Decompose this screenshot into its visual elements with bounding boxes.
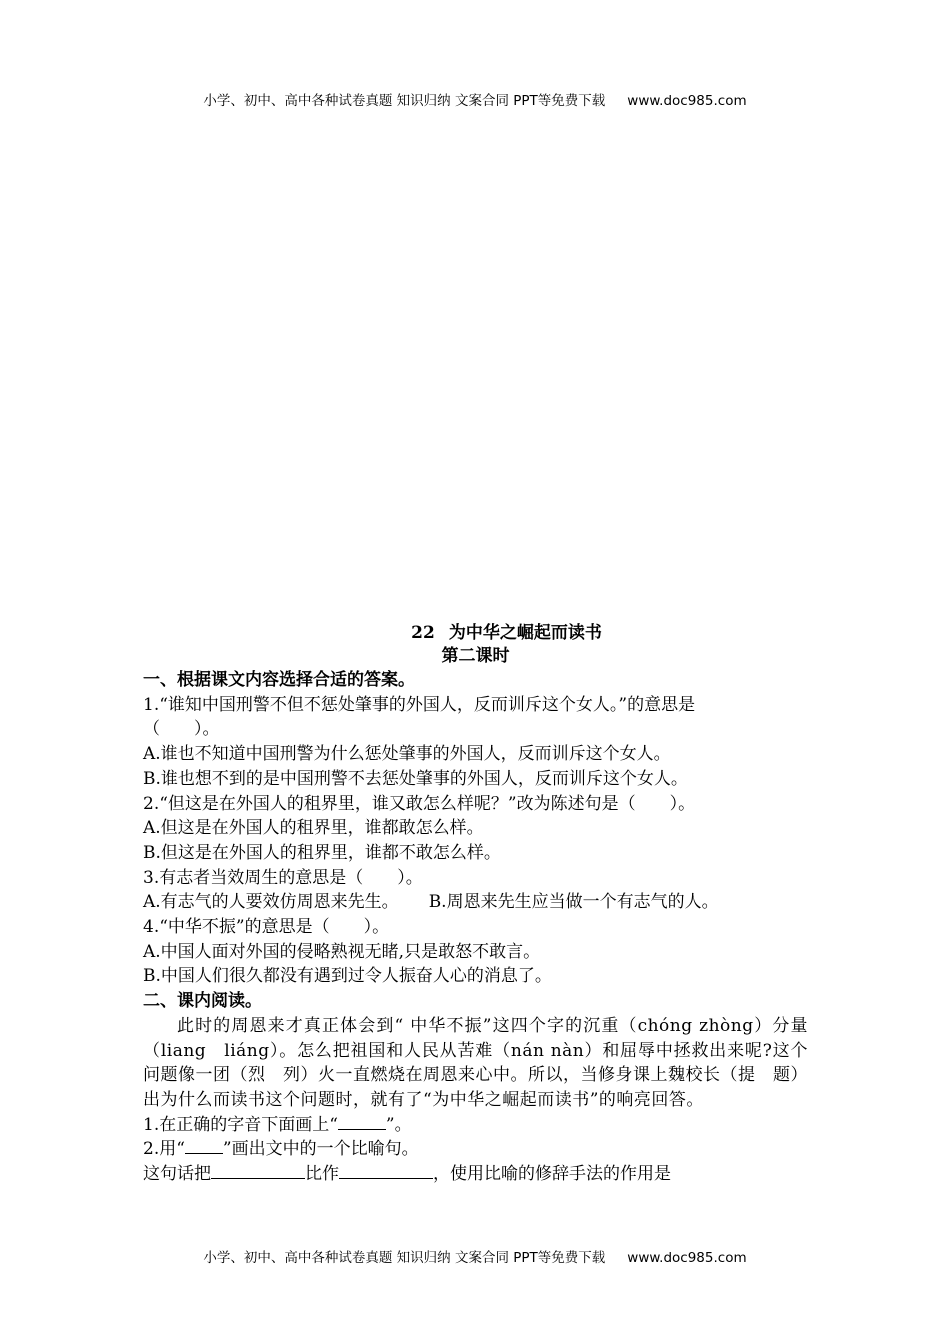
reading-q2-text: 2.用“ xyxy=(143,1139,185,1160)
q3-option-a: A.有志气的人要效仿周恩来先生。 xyxy=(143,892,399,913)
reading-q3-end: ，使用比喻的修辞手法的作用是 xyxy=(433,1164,671,1185)
reading-passage: 此时的周恩来才真正体会到“ 中华不振”这四个字的沉重（chóng zhòng）分量（liang liáng）。怎么把祖国和人民从苦难（nán nàn）和屈辱中拯救出来呢?这个问题像一团（烈 列）火一直燃烧在周恩来心中。所以，当修身课上魏校长（提 题）出为什么而读书这个问题时，就有了“为中华之崛起而读书”的响亮回答。 xyxy=(143,1015,808,1110)
footer-url[interactable]: www.doc985.com xyxy=(627,1250,747,1266)
q1-option-a: A.谁也不知道中国刑警为什么惩处肇事的外国人，反而训斥这个女人。 xyxy=(143,744,671,765)
q3-options xyxy=(143,890,808,915)
reading-q3-text: 这句话把 xyxy=(143,1164,211,1185)
reading-q3-middle: 比作 xyxy=(305,1164,339,1185)
q2-option-b: B.但这是在外国人的租界里，谁都不敢怎么样。 xyxy=(143,842,501,863)
answer-blank[interactable] xyxy=(339,1163,433,1179)
answer-blank[interactable] xyxy=(211,1163,305,1179)
reading-q1-end: ”。 xyxy=(385,1114,412,1135)
underline-mark xyxy=(185,1138,223,1154)
lesson-title-text: 为中华之崛起而读书 xyxy=(448,623,602,643)
lesson-title xyxy=(143,622,808,645)
q4-stem: 4.“中华不振”的意思是（ ）。 xyxy=(143,917,390,938)
reading-q1-text: 1.在正确的字音下面画上“ xyxy=(143,1114,338,1135)
section2-heading: 二、课内阅读。 xyxy=(143,991,262,1012)
q1-stem: 1.“谁知中国刑警不但不惩处肇事的外国人，反而训斥这个女人。”的意思是 xyxy=(143,694,696,715)
footer-text: 小学、初中、高中各种试卷真题 知识归纳 文案合同 PPT等免费下载 xyxy=(203,1250,606,1266)
q3-option-b: B.周恩来先生应当做一个有志气的人。 xyxy=(428,892,719,913)
section1-heading: 一、根据课文内容选择合适的答案。 xyxy=(143,670,415,690)
reading-q3 xyxy=(143,1162,808,1187)
q4-option-a: A.中国人面对外国的侵略熟视无睹,只是敢怒不敢言。 xyxy=(143,941,541,962)
page-footer xyxy=(0,1246,950,1266)
lesson-number: 22 xyxy=(411,623,435,643)
reading-q1 xyxy=(143,1113,808,1138)
q2-option-a: A.但这是在外国人的租界里，谁都敢怎么样。 xyxy=(143,818,484,839)
underline-mark xyxy=(338,1114,386,1130)
page-header xyxy=(0,89,950,109)
lesson-subtitle: 第二课时 xyxy=(441,646,510,666)
q4-option-b: B.中国人们很久都没有遇到过令人振奋人心的消息了。 xyxy=(143,966,552,987)
q1-option-b: B.谁也想不到的是中国刑警不去惩处肇事的外国人，反而训斥这个女人。 xyxy=(143,768,688,789)
worksheet-content xyxy=(143,622,808,1187)
reading-q2 xyxy=(143,1137,808,1162)
q2-stem: 2.“但这是在外国人的租界里，谁又敢怎么样呢？”改为陈述句是（ ）。 xyxy=(143,793,696,814)
q3-stem: 3.有志者当效周生的意思是（ ）。 xyxy=(143,867,423,888)
q1-answer-paren: （ ）。 xyxy=(143,719,220,740)
reading-q2-end: ”画出文中的一个比喻句。 xyxy=(222,1139,419,1160)
header-url[interactable]: www.doc985.com xyxy=(627,93,747,109)
header-text: 小学、初中、高中各种试卷真题 知识归纳 文案合同 PPT等免费下载 xyxy=(203,93,606,109)
